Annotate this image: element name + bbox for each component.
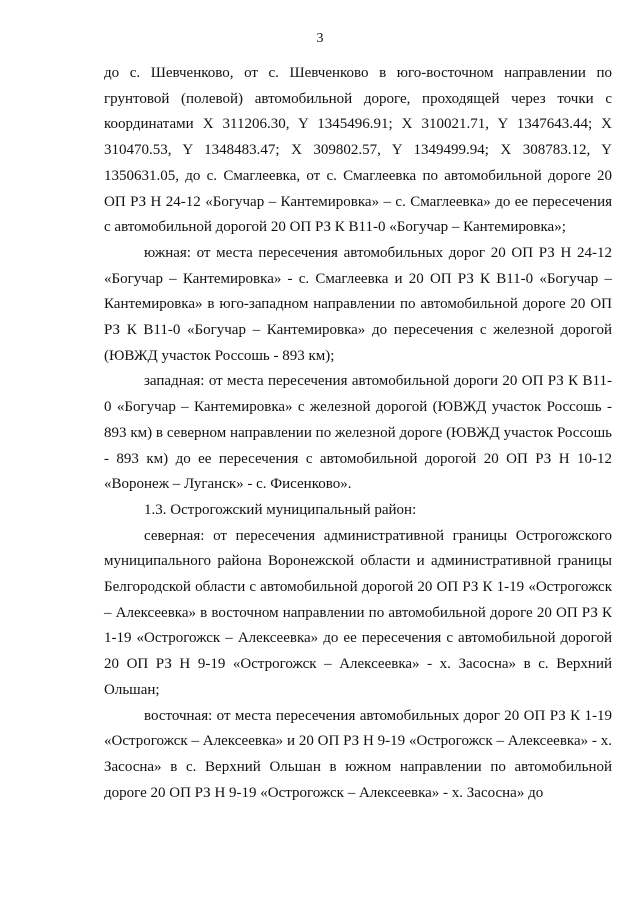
paragraph-northern-boundary: северная: от пересечения административной границы Острогожского муниципального района Воронежской области и административной границы Белгородской области с автомобильной дорогой 20 ОП РЗ К 1-19 «Острогожск – Алексеевка» в восточном направлении по автомобильной дороге 20 ОП РЗ К 1-19 «Острогожск – Алексеевка» до ее пересечения с автомобильной дорогой 20 ОП РЗ Н 9-19 «Острогожск – Алексеевка» - х. Засосна» в с. Верхний Ольшан; [104,527,612,698]
document-body [104,61,612,806]
paragraph-southern-boundary: южная: от места пересечения автомобильных дорог 20 ОП РЗ Н 24-12 «Богучар – Кантемировка» - с. Смаглеевка и 20 ОП РЗ К В11-0 «Богучар – Кантемировка» в юго-западном направлении по автомобильной дороге 20 ОП РЗ К В11-0 «Богучар – Кантемировка» до пересечения с железной дорогой (ЮВЖД участок Россошь - 893 км); [104,244,612,364]
page-number: 3 [316,31,324,46]
section-heading-ostrogozhsky-district: 1.3. Острогожский муниципальный район: [144,501,417,518]
paragraph-western-boundary: западная: от места пересечения автомобильной дороги 20 ОП РЗ К В11-0 «Богучар – Кантемировка» с железной дорогой (ЮВЖД участок Россошь - 893 км) в северном направлении по железной дороге (ЮВЖД участок Россошь - 893 км) до ее пересечения с автомобильной дорогой 20 ОП РЗ Н 10-12 «Воронеж – Луганск» - с. Фисенково». [104,373,612,493]
paragraph-eastern-boundary: восточная: от места пересечения автомобильных дорог 20 ОП РЗ К 1-19 «Острогожск – Алексеевка» и 20 ОП РЗ Н 9-19 «Острогожск – Алексеевка» - х. Засосна» в с. Верхний Ольшан в южном направлении по автомобильной дороге 20 ОП РЗ Н 9-19 «Острогожск – Алексеевка» - х. Засосна» до [104,707,612,801]
paragraph-shevchenkovo-route: до с. Шевченково, от с. Шевченково в юго-восточном направлении по грунтовой (полевой) автомобильной дороге, проходящей через точки с координатами X 311206.30, Y 1345496.91; X 310021.71, Y 1347643.44; X 310470.53, Y 1348483.47; X 309802.57, Y 1349499.94; X 308783.12, Y 1350631.05, до с. Смаглеевка, от с. Смаглеевка по автомобильной дороге 20 ОП РЗ Н 24-12 «Богучар – Кантемировка» – с. Смаглеевка» до ее пересечения с автомобильной дорогой 20 ОП РЗ К В11-0 «Богучар – Кантемировка»; [104,65,612,236]
